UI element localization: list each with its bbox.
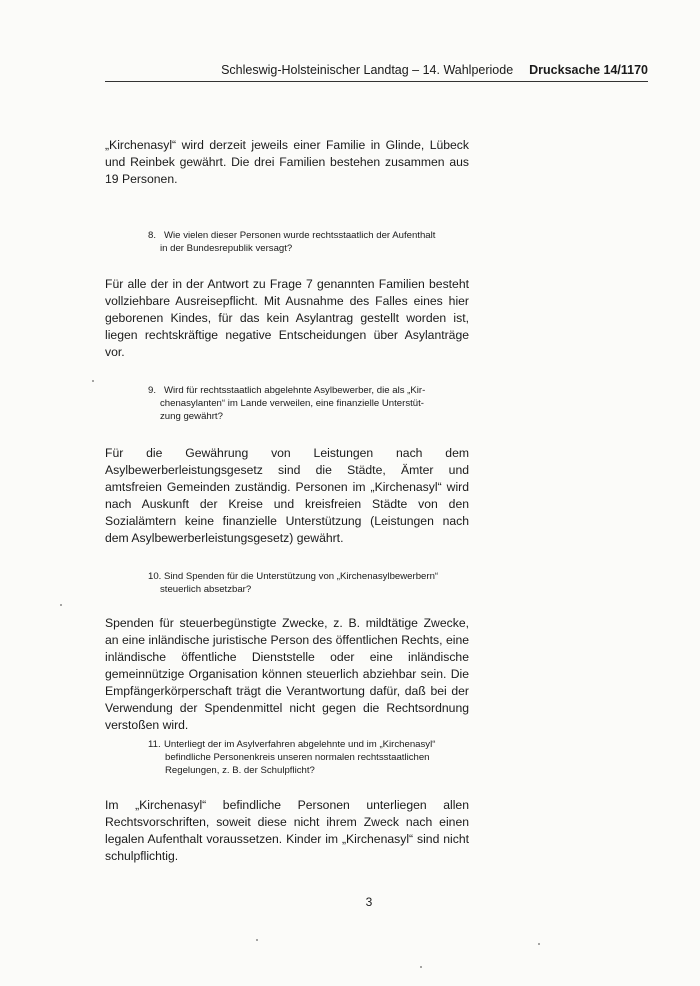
question-number: 8.: [148, 230, 157, 241]
scan-speck: [256, 939, 258, 941]
question-line: Wird für rechtsstaatlich abgelehnte Asylbewerber, die als „Kir-: [164, 385, 426, 396]
answer-9: Für die Gewährung von Leistungen nach dem Asylbewerberleistungsgesetz sind die Städte, Ämter und amtsfreien Gemeinden zuständig. Personen im „Kirchenasyl“ wird nach Auskunft der Kreise und kreisfreien Städte von den Sozialämtern keine finanzielle Unterstützung (Leistungen nach dem Asylbewerberleistungsgesetz) gewährt.: [105, 446, 469, 545]
header-rule: [105, 81, 648, 82]
page-header: [105, 63, 648, 77]
question-line: befindliche Personenkreis unseren normalen rechtsstaatlichen: [165, 752, 430, 763]
question-line: steuerlich absetzbar?: [160, 584, 252, 595]
question-10: [148, 570, 470, 596]
question-line: Sind Spenden für die Unterstützung von „Kirchenasylbewerbern“: [164, 571, 439, 582]
question-line: zung gewährt?: [160, 411, 223, 422]
question-8: [148, 229, 470, 255]
question-line: in der Bundesrepublik versagt?: [160, 243, 293, 254]
question-number: 10.: [148, 571, 162, 582]
question-line: Regelungen, z. B. der Schulpflicht?: [165, 765, 315, 776]
question-line: Unterliegt der im Asylverfahren abgelehnte und im „Kirchenasyl“: [164, 739, 436, 750]
intro-paragraph: „Kirchenasyl“ wird derzeit jeweils einer Familie in Glinde, Lübeck und Reinbek gewährt. Die drei Familien bestehen zusammen aus 19 Personen.: [105, 138, 469, 186]
question-number: 11.: [148, 739, 161, 750]
question-line: Wie vielen dieser Personen wurde rechtsstaatlich der Aufenthalt: [164, 230, 436, 241]
document-number: Drucksache 14/1170: [529, 63, 648, 77]
scan-speck: [92, 380, 94, 382]
answer-8: Für alle der in der Antwort zu Frage 7 genannten Familien besteht vollziehbare Ausreisepflicht. Mit Ausnahme des Falles eines hier geborenen Kindes, für das kein Asylantrag gestellt worden ist, liegen rechtskräftige negative Entscheidungen über Asylanträge vor.: [105, 277, 469, 359]
answer-10: Spenden für steuerbegünstigte Zwecke, z. B. mildtätige Zwecke, an eine inländische juristische Person des öffentlichen Rechts, eine inländische öffentliche Dienststelle oder eine inländische gemeinnützige Organisation können steuerlich abziehbar sein. Die Empfängerkörperschaft trägt die Verantwortung dafür, daß bei der Verwendung der Spendenmittel nicht gegen die Rechtsordnung verstoßen wird.: [105, 616, 469, 732]
scan-speck: [60, 604, 62, 606]
question-line: chenasylanten“ im Lande verweilen, eine finanzielle Unterstüt-: [160, 398, 424, 409]
answer-11: Im „Kirchenasyl“ befindliche Personen unterliegen allen Rechtsvorschriften, soweit diese nicht ihrem Zweck nach einen legalen Aufenthalt voraussetzen. Kinder im „Kirchenasyl“ sind nicht schulpflichtig.: [105, 798, 469, 863]
page-number: 3: [365, 895, 373, 909]
scan-speck: [538, 943, 540, 945]
scan-speck: [420, 966, 422, 968]
question-11: [148, 738, 470, 777]
parliament-title: Schleswig-Holsteinischer Landtag – 14. Wahlperiode: [221, 63, 514, 77]
question-number: 9.: [148, 385, 157, 396]
question-9: [148, 384, 470, 423]
